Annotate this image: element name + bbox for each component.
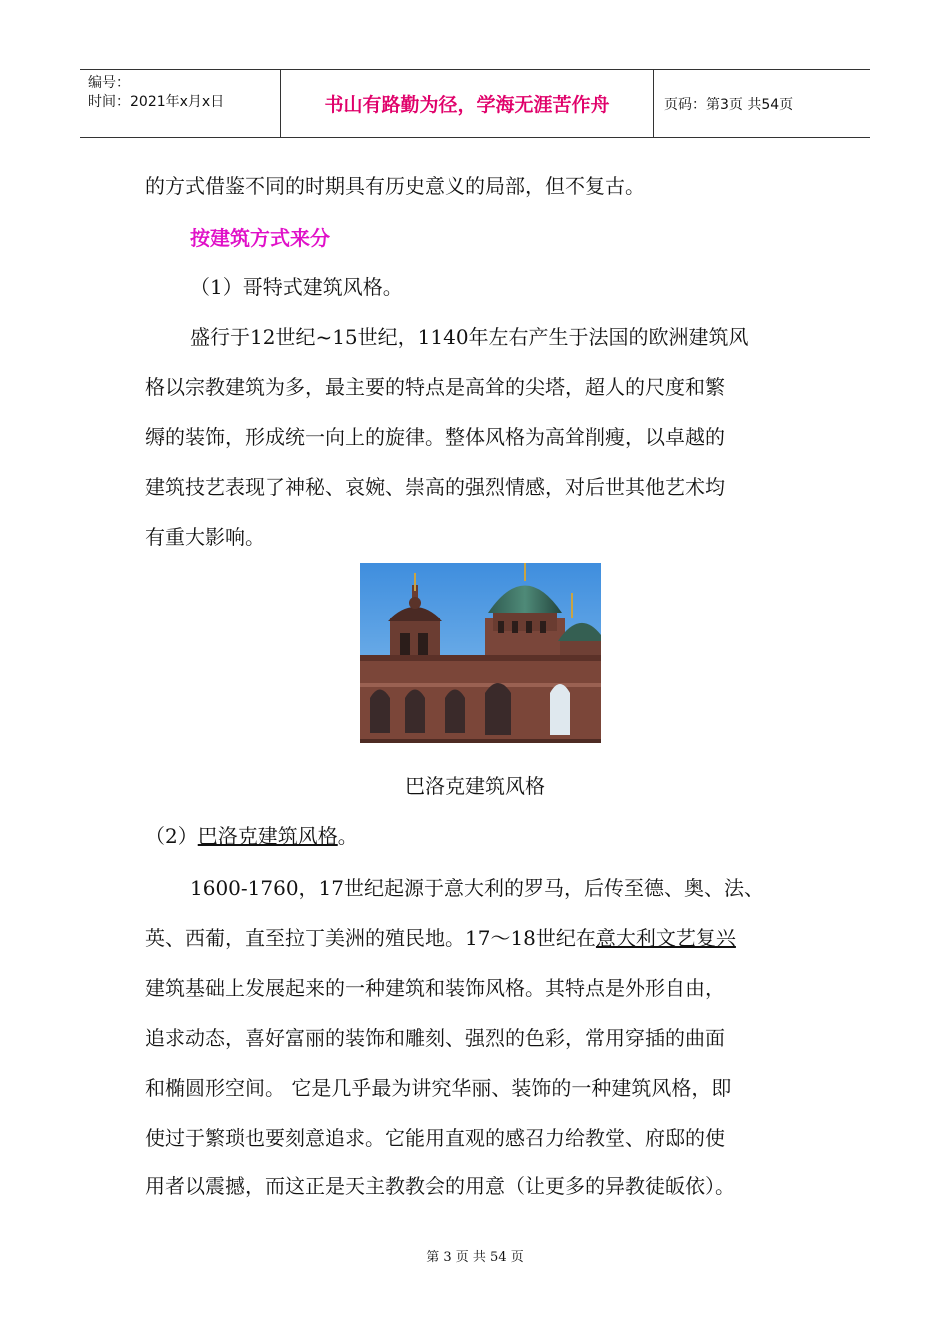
figure-caption: 巴洛克建筑风格 bbox=[405, 774, 545, 798]
baroque-line-2 bbox=[145, 922, 736, 951]
gothic-line-5: 有重大影响。 bbox=[145, 525, 265, 549]
header-time-label: 时间：2021年x月x日 bbox=[88, 94, 225, 110]
baroque-line-5: 和椭圆形空间。 它是几乎最为讲究华丽、装饰的一种建筑风格，即 bbox=[145, 1076, 732, 1100]
header-motto: 书山有路勤为径，学海无涯苦作舟 bbox=[281, 70, 654, 137]
gothic-line-3: 缛的装饰，形成统一向上的旋律。整体风格为高耸削瘦，以卓越的 bbox=[145, 425, 725, 449]
baroque-line-6: 使过于繁琐也要刻意追求。它能用直观的感召力给教堂、府邸的使 bbox=[145, 1126, 725, 1150]
paragraph-line: 的方式借鉴不同的时期具有历史意义的局部，但不复古。 bbox=[145, 174, 645, 198]
item2-title bbox=[145, 820, 358, 849]
item2-prefix: （2） bbox=[145, 824, 198, 848]
renaissance-link[interactable]: 意大利文艺复兴 bbox=[595, 926, 736, 950]
baroque-line-2-text: 英、西葡，直至拉丁美洲的殖民地。17～18世纪在 bbox=[145, 926, 596, 950]
header-page-info: 页码：第3页 共54页 bbox=[664, 96, 794, 113]
header-number-label: 编号： bbox=[88, 75, 130, 91]
page-header bbox=[80, 69, 870, 138]
baroque-link[interactable]: 巴洛克建筑风格 bbox=[197, 824, 338, 848]
cathedral-photo bbox=[360, 563, 601, 743]
baroque-line-3: 建筑基础上发展起来的一种建筑和装饰风格。其特点是外形自由， bbox=[145, 976, 725, 1000]
section-heading: 按建筑方式来分 bbox=[190, 226, 330, 250]
gothic-line-2: 格以宗教建筑为多，最主要的特点是高耸的尖塔，超人的尺度和繁 bbox=[145, 375, 725, 399]
item2-suffix: 。 bbox=[337, 824, 358, 848]
gothic-line-1: 盛行于12世纪~15世纪，1140年左右产生于法国的欧洲建筑风 bbox=[190, 325, 749, 349]
page-footer: 第 3 页 共 54 页 bbox=[426, 1250, 524, 1265]
baroque-line-4: 追求动态，喜好富丽的装饰和雕刻、强烈的色彩，常用穿插的曲面 bbox=[145, 1026, 725, 1050]
baroque-line-7: 用者以震撼，而这正是天主教教会的用意（让更多的异教徒皈依）。 bbox=[145, 1174, 735, 1198]
baroque-line-1: 1600-1760，17世纪起源于意大利的罗马，后传至德、奥、法、 bbox=[190, 876, 765, 900]
gothic-line-4: 建筑技艺表现了神秘、哀婉、崇高的强烈情感，对后世其他艺术均 bbox=[145, 475, 725, 499]
header-meta bbox=[80, 70, 281, 137]
item1-title: （1）哥特式建筑风格。 bbox=[190, 275, 403, 299]
